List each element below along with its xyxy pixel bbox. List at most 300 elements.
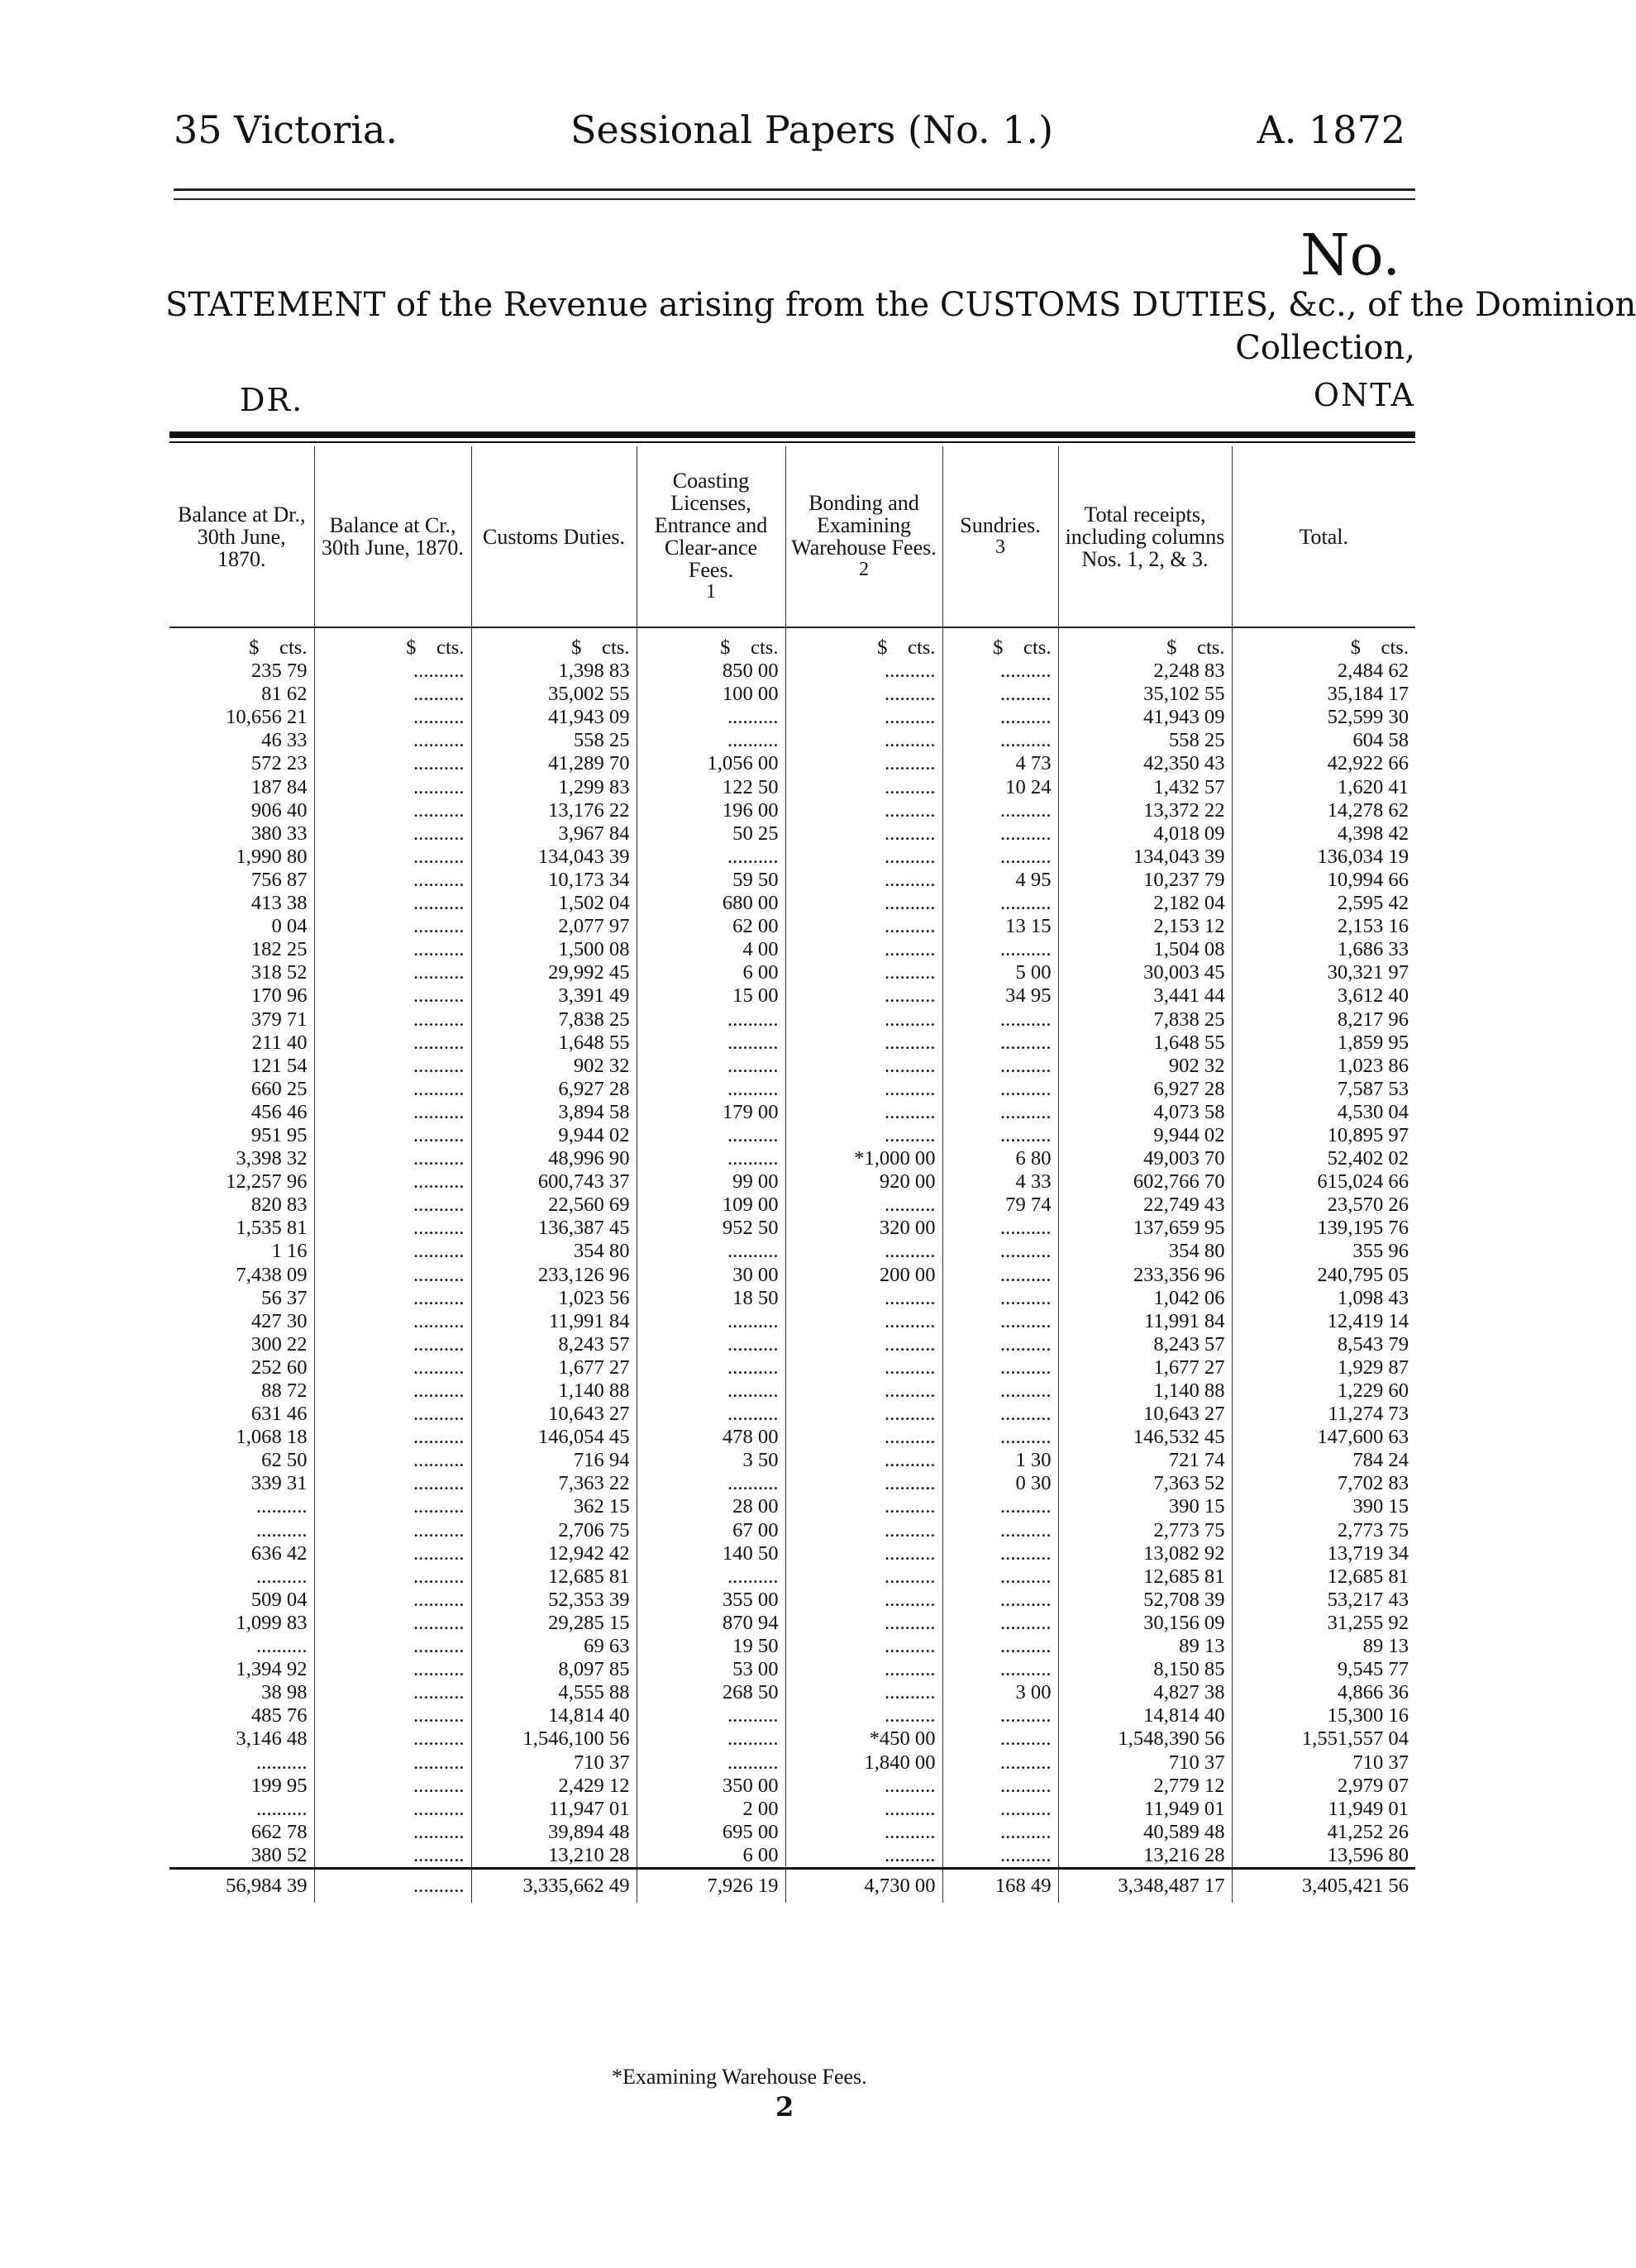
table-cell: 1,023 56 (471, 1287, 637, 1310)
table-cell: .......... (785, 1379, 942, 1403)
table-cell: .......... (785, 1542, 942, 1565)
table-row (169, 1287, 1415, 1310)
table-cell: 89 13 (1058, 1635, 1232, 1658)
table-cell: .......... (942, 1055, 1058, 1078)
table-cell: 13,596 80 (1232, 1844, 1415, 1869)
table-cell: .......... (256, 1635, 308, 1658)
table-cell: .......... (942, 1032, 1058, 1055)
table-cell: .......... (637, 846, 785, 869)
table-cell: 4,398 42 (1232, 822, 1415, 846)
table-cell: .......... (256, 1797, 308, 1820)
table-cell: 252 60 (250, 1356, 308, 1379)
table-cell: 1,546,100 56 (471, 1727, 637, 1751)
table-row (169, 729, 1415, 752)
table-row (169, 1194, 1415, 1217)
table-cell: 600,743 37 (471, 1170, 637, 1194)
table-row (169, 683, 1415, 706)
table-cell: 300 22 (250, 1332, 308, 1356)
statement-title: STATEMENT of the Revenue arising from the CUSTOMS DUTIES, &c., of the Dominion (165, 286, 1636, 324)
table-cell: 10,173 34 (471, 869, 637, 892)
table-cell: 1,620 41 (1232, 776, 1415, 799)
table-cell: .......... (785, 1356, 942, 1379)
table-cell: .......... (314, 776, 471, 799)
table-cell: 30,156 09 (1058, 1612, 1232, 1635)
table-cell: 67 00 (637, 1519, 785, 1542)
table-cell: $ cts. (249, 636, 308, 659)
table-cell: 233,356 96 (1058, 1264, 1232, 1287)
table-cell: 13 15 (942, 915, 1058, 938)
table-cell: .......... (785, 1240, 942, 1263)
table-cell: 6 80 (942, 1147, 1058, 1170)
table-cell: 7,702 83 (1232, 1472, 1415, 1495)
table-cell: 121 54 (250, 1054, 308, 1077)
table-cell: $ cts. (471, 627, 637, 660)
table-cell: .......... (942, 1008, 1058, 1032)
table-cell: 680 00 (637, 892, 785, 915)
table-cell: .......... (785, 1589, 942, 1612)
table-cell: .......... (785, 961, 942, 984)
table-cell: .......... (785, 892, 942, 915)
table-cell: 14,814 40 (471, 1704, 637, 1727)
table-cell: 136,387 45 (471, 1217, 637, 1240)
table-cell: 10,994 66 (1232, 869, 1415, 892)
table-cell: 199 95 (250, 1774, 308, 1797)
table-cell: .......... (942, 1078, 1058, 1101)
table-cell: .......... (942, 1264, 1058, 1287)
column-header-label: Balance at Dr., 30th June, 1870. (178, 502, 306, 571)
table-cell: 2,595 42 (1232, 892, 1415, 915)
table-cell: .......... (942, 1310, 1058, 1333)
table-cell: .......... (785, 799, 942, 822)
table-cell: .......... (942, 1287, 1058, 1310)
table-row (169, 1519, 1415, 1542)
table-row (169, 1495, 1415, 1518)
table-cell: 56,984 39 (169, 1868, 314, 1903)
table-cell: .......... (314, 1775, 471, 1798)
table-cell: 710 37 (1232, 1751, 1415, 1775)
table-row (169, 1449, 1415, 1472)
table-row (169, 752, 1415, 775)
table-cell: 182 25 (250, 938, 308, 961)
table-cell: 10,895 97 (1232, 1124, 1415, 1147)
table-row (169, 1751, 1415, 1775)
table-cell: .......... (314, 1821, 471, 1844)
table-cell: .......... (785, 1194, 942, 1217)
table-row (169, 1310, 1415, 1333)
table-cell: 456 46 (250, 1100, 308, 1123)
table-cell: $ cts. (1232, 627, 1415, 660)
table-cell: 9,944 02 (471, 1124, 637, 1147)
table-cell: .......... (637, 1565, 785, 1589)
table-row (169, 1124, 1415, 1147)
table-cell: .......... (314, 1379, 471, 1403)
table-cell: 137,659 95 (1058, 1217, 1232, 1240)
table-cell: 8,150 85 (1058, 1658, 1232, 1681)
table-cell: .......... (314, 1147, 471, 1170)
table-cell: .......... (942, 1217, 1058, 1240)
table-cell: .......... (942, 1403, 1058, 1426)
table-cell: 3,391 49 (471, 984, 637, 1008)
table-cell: 721 74 (1058, 1449, 1232, 1472)
table-cell: $ cts. (785, 627, 942, 660)
table-cell: 139,195 76 (1232, 1217, 1415, 1240)
table-cell: 1,023 86 (1232, 1055, 1415, 1078)
table-cell: .......... (637, 706, 785, 729)
table-cell: 1,990 80 (236, 845, 308, 868)
table-cell: 10,643 27 (1058, 1403, 1232, 1426)
table-cell: .......... (942, 1612, 1058, 1635)
table-cell: 1,535 81 (236, 1217, 308, 1240)
table-cell: .......... (785, 869, 942, 892)
table-cell: 339 31 (250, 1472, 308, 1495)
table-cell: .......... (785, 1078, 942, 1101)
table-row (169, 1403, 1415, 1426)
table-row (169, 869, 1415, 892)
table-cell: 140 50 (637, 1542, 785, 1565)
table-cell: 41,252 26 (1232, 1821, 1415, 1844)
table-cell: 716 94 (471, 1449, 637, 1472)
column-number: 1 (706, 581, 716, 603)
table-cell: .......... (314, 752, 471, 775)
table-row (169, 822, 1415, 846)
table-top-rule-thin (169, 441, 1415, 443)
table-cell: 3,441 44 (1058, 984, 1232, 1008)
table-cell: .......... (942, 892, 1058, 915)
table-cell: 4,018 09 (1058, 822, 1232, 846)
table-cell: 10,656 21 (226, 706, 308, 729)
table-cell: .......... (785, 1844, 942, 1869)
table-cell: 695 00 (637, 1821, 785, 1844)
table-row (169, 660, 1415, 683)
table-cell: 15 00 (637, 984, 785, 1008)
table-cell: 4,530 04 (1232, 1101, 1415, 1124)
table-cell: 355 00 (637, 1589, 785, 1612)
table-cell: 951 95 (250, 1123, 308, 1146)
table-cell: .......... (637, 1032, 785, 1055)
table-cell: .......... (942, 1775, 1058, 1798)
table-cell: 42,350 43 (1058, 752, 1232, 775)
table-cell: 23,570 26 (1232, 1194, 1415, 1217)
table-cell: .......... (785, 984, 942, 1008)
table-cell: 660 25 (250, 1077, 308, 1100)
table-cell: 3,398 32 (236, 1147, 308, 1170)
table-cell: .......... (314, 1217, 471, 1240)
table-cell: .......... (314, 1658, 471, 1681)
table-cell: .......... (314, 1565, 471, 1589)
table-cell: 179 00 (637, 1101, 785, 1124)
table-cell: 1,042 06 (1058, 1287, 1232, 1310)
table-cell: 29,992 45 (471, 961, 637, 984)
table-cell: .......... (785, 683, 942, 706)
table-cell: 11,991 84 (471, 1310, 637, 1333)
column-header-label: Total. (1299, 524, 1349, 549)
table-cell: 38 98 (261, 1681, 308, 1704)
table-cell: $ cts. (942, 627, 1058, 660)
column-header (637, 446, 785, 627)
table-row (169, 1589, 1415, 1612)
table-row (169, 1798, 1415, 1821)
table-row (169, 1821, 1415, 1844)
table-cell: 604 58 (1232, 729, 1415, 752)
table-cell: .......... (942, 1798, 1058, 1821)
province-label: ONTA (1313, 377, 1415, 413)
table-cell: 146,532 45 (1058, 1426, 1232, 1449)
table-cell: 196 00 (637, 799, 785, 822)
table-row (169, 1032, 1415, 1055)
table-cell: 2,153 12 (1058, 915, 1232, 938)
table-cell: 427 30 (250, 1309, 308, 1332)
table-cell: .......... (785, 1495, 942, 1518)
table-cell: .......... (637, 1310, 785, 1333)
table-row (169, 1101, 1415, 1124)
table-cell: 710 37 (471, 1751, 637, 1775)
table-cell: 187 84 (250, 775, 308, 798)
table-cell: 12,419 14 (1232, 1310, 1415, 1333)
table-cell: .......... (637, 1403, 785, 1426)
table-cell: .......... (314, 1170, 471, 1194)
table-cell: .......... (785, 1821, 942, 1844)
table-cell: 62 00 (637, 915, 785, 938)
table-cell: 41,289 70 (471, 752, 637, 775)
table-cell: 1,548,390 56 (1058, 1727, 1232, 1751)
header-rule-thin (174, 198, 1415, 200)
table-cell: 35,184 17 (1232, 683, 1415, 706)
table-cell: 1,648 55 (471, 1032, 637, 1055)
table-cell: 12,685 81 (1232, 1565, 1415, 1589)
table-cell: .......... (314, 1078, 471, 1101)
table-cell: .......... (942, 1124, 1058, 1147)
table-cell: 134,043 39 (1058, 846, 1232, 869)
table-cell: .......... (637, 1727, 785, 1751)
table-cell: .......... (942, 1240, 1058, 1263)
table-cell: 1,929 87 (1232, 1356, 1415, 1379)
table-cell: 235 79 (250, 660, 308, 683)
table-cell: 30,321 97 (1232, 961, 1415, 984)
table-row (169, 938, 1415, 961)
table-cell: 4,073 58 (1058, 1101, 1232, 1124)
table-cell: 9,944 02 (1058, 1124, 1232, 1147)
table-cell: .......... (314, 729, 471, 752)
table-cell: .......... (314, 1055, 471, 1078)
table-row (169, 1078, 1415, 1101)
table-cell: 99 00 (637, 1170, 785, 1194)
table-cell: .......... (637, 1704, 785, 1727)
table-cell: 69 63 (471, 1635, 637, 1658)
table-cell: 1,398 83 (471, 660, 637, 683)
table-row (169, 1240, 1415, 1263)
table-cell: .......... (785, 1681, 942, 1704)
column-header-label: Coasting Licenses, Entrance and Clear-ance Fees. (654, 469, 768, 582)
column-header (942, 446, 1058, 627)
table-cell: 1,140 88 (1058, 1379, 1232, 1403)
table-cell: 1,394 92 (236, 1658, 308, 1681)
table-cell: .......... (942, 1589, 1058, 1612)
table-cell: 30,003 45 (1058, 961, 1232, 984)
table-cell: .......... (785, 776, 942, 799)
table-cell: 3,967 84 (471, 822, 637, 846)
table-cell: .......... (942, 938, 1058, 961)
table-cell: 390 15 (1058, 1495, 1232, 1518)
table-cell: 52,402 02 (1232, 1147, 1415, 1170)
table-cell: .......... (314, 1264, 471, 1287)
table-cell: .......... (314, 892, 471, 915)
table-cell: 1,099 83 (236, 1611, 308, 1634)
table-cell: .......... (942, 1333, 1058, 1356)
table-cell: 6,927 28 (471, 1078, 637, 1101)
table-cell: 170 96 (250, 984, 308, 1008)
column-header (785, 446, 942, 627)
table-cell: 1,859 95 (1232, 1032, 1415, 1055)
table-cell: .......... (785, 1403, 942, 1426)
table-cell: 11,949 01 (1058, 1798, 1232, 1821)
table-cell: .......... (785, 1426, 942, 1449)
table-cell: .......... (637, 1333, 785, 1356)
table-row (169, 984, 1415, 1008)
table-row (169, 1333, 1415, 1356)
table-cell: 7,438 09 (236, 1263, 308, 1286)
table-cell: 13,216 28 (1058, 1844, 1232, 1869)
table-row (169, 1844, 1415, 1869)
table-cell: 52,708 39 (1058, 1589, 1232, 1612)
table-cell: .......... (942, 1635, 1058, 1658)
column-header (169, 446, 314, 627)
table-cell: .......... (785, 1310, 942, 1333)
column-header-label: Sundries. (960, 513, 1041, 537)
table-cell: 1 30 (942, 1449, 1058, 1472)
column-header (314, 446, 471, 627)
table-cell: 1,551,557 04 (1232, 1727, 1415, 1751)
table-cell: 784 24 (1232, 1449, 1415, 1472)
table-cell: .......... (942, 1565, 1058, 1589)
table-cell: .......... (785, 1635, 942, 1658)
table-cell: 88 72 (261, 1379, 308, 1402)
table-cell: .......... (314, 1589, 471, 1612)
table-cell: 4,555 88 (471, 1681, 637, 1704)
table-cell: 134,043 39 (471, 846, 637, 869)
table-cell: 53 00 (637, 1658, 785, 1681)
table-cell: .......... (314, 683, 471, 706)
table-cell: .......... (785, 1472, 942, 1495)
table-row (169, 1008, 1415, 1032)
table-cell: .......... (785, 1449, 942, 1472)
table-cell: .......... (314, 1333, 471, 1356)
table-cell: .......... (314, 1844, 471, 1869)
table-row (169, 1727, 1415, 1751)
table-cell: 89 13 (1232, 1635, 1415, 1658)
table-cell: .......... (785, 915, 942, 938)
table-cell: .......... (942, 1379, 1058, 1403)
table-cell: .......... (314, 1681, 471, 1704)
table-cell: 1,686 33 (1232, 938, 1415, 961)
table-cell: 4,866 36 (1232, 1681, 1415, 1704)
table-cell: .......... (942, 1658, 1058, 1681)
table-cell: .......... (314, 869, 471, 892)
table-cell: 4 73 (942, 752, 1058, 775)
table-cell: 11,949 01 (1232, 1798, 1415, 1821)
table-cell: 7,587 53 (1232, 1078, 1415, 1101)
table-cell: 2,706 75 (471, 1519, 637, 1542)
table-cell: .......... (785, 752, 942, 775)
table-cell: 52,599 30 (1232, 706, 1415, 729)
table-cell: 18 50 (637, 1287, 785, 1310)
table-cell: .......... (256, 1751, 308, 1774)
table-cell: 1,068 18 (236, 1426, 308, 1449)
table-cell: 6 00 (637, 961, 785, 984)
table-cell: .......... (785, 1008, 942, 1032)
table-cell: .......... (785, 660, 942, 683)
table-cell: 4,730 00 (785, 1868, 942, 1903)
table-cell: 233,126 96 (471, 1264, 637, 1287)
table-cell: 1,840 00 (785, 1751, 942, 1775)
table-cell: 631 46 (250, 1403, 308, 1426)
table-cell: .......... (314, 1495, 471, 1518)
table-cell: .......... (942, 846, 1058, 869)
table-cell: 1,504 08 (1058, 938, 1232, 961)
table-cell: .......... (785, 938, 942, 961)
debit-label: DR. (240, 382, 304, 418)
table-cell: .......... (314, 1542, 471, 1565)
table-cell: 602,766 70 (1058, 1170, 1232, 1194)
table-cell: 1,500 08 (471, 938, 637, 961)
table-cell: 122 50 (637, 776, 785, 799)
table-cell: 35,102 55 (1058, 683, 1232, 706)
table-cell: .......... (314, 1472, 471, 1495)
running-head-left: 35 Victoria. (174, 107, 398, 152)
table-cell: 39,894 48 (471, 1821, 637, 1844)
table-cell: .......... (314, 1310, 471, 1333)
table-cell: .......... (314, 1635, 471, 1658)
table-cell: 2 00 (637, 1798, 785, 1821)
table-cell: .......... (314, 1356, 471, 1379)
table-top-rule (169, 431, 1415, 438)
table-cell: .......... (942, 1519, 1058, 1542)
table-cell: .......... (314, 660, 471, 683)
table-cell: .......... (314, 1798, 471, 1821)
table-header-row (169, 446, 1415, 627)
table-cell: 2,248 83 (1058, 660, 1232, 683)
table-cell: .......... (785, 822, 942, 846)
running-head-center: Sessional Papers (No. 1.) (570, 107, 1054, 152)
table-cell: 31,255 92 (1232, 1612, 1415, 1635)
table-cell: .......... (942, 1101, 1058, 1124)
table-cell: .......... (942, 1751, 1058, 1775)
table-cell: 10,643 27 (471, 1403, 637, 1426)
table-cell: .......... (637, 1124, 785, 1147)
table-cell: .......... (314, 915, 471, 938)
page-number: 2 (775, 2091, 794, 2123)
table-cell: 8,217 96 (1232, 1008, 1415, 1032)
table-cell: 240,795 05 (1232, 1264, 1415, 1287)
table-cell: .......... (314, 1101, 471, 1124)
table-cell: 558 25 (1058, 729, 1232, 752)
table-cell: 413 38 (250, 892, 308, 915)
table-cell: .......... (637, 1078, 785, 1101)
table-cell: 5 00 (942, 961, 1058, 984)
table-cell: .......... (942, 1542, 1058, 1565)
table-cell: 380 33 (250, 822, 308, 845)
table-row (169, 915, 1415, 938)
table-cell: 12,942 42 (471, 1542, 637, 1565)
table-cell: .......... (637, 1055, 785, 1078)
table-cell: 320 00 (785, 1217, 942, 1240)
table-cell: .......... (942, 1821, 1058, 1844)
table-cell: 12,685 81 (1058, 1565, 1232, 1589)
table-cell: 572 23 (250, 752, 308, 775)
table-cell: 12,257 96 (226, 1170, 308, 1194)
table-cell: 6 00 (637, 1844, 785, 1869)
table-cell: 1,648 55 (1058, 1032, 1232, 1055)
table-cell: .......... (256, 1495, 308, 1518)
